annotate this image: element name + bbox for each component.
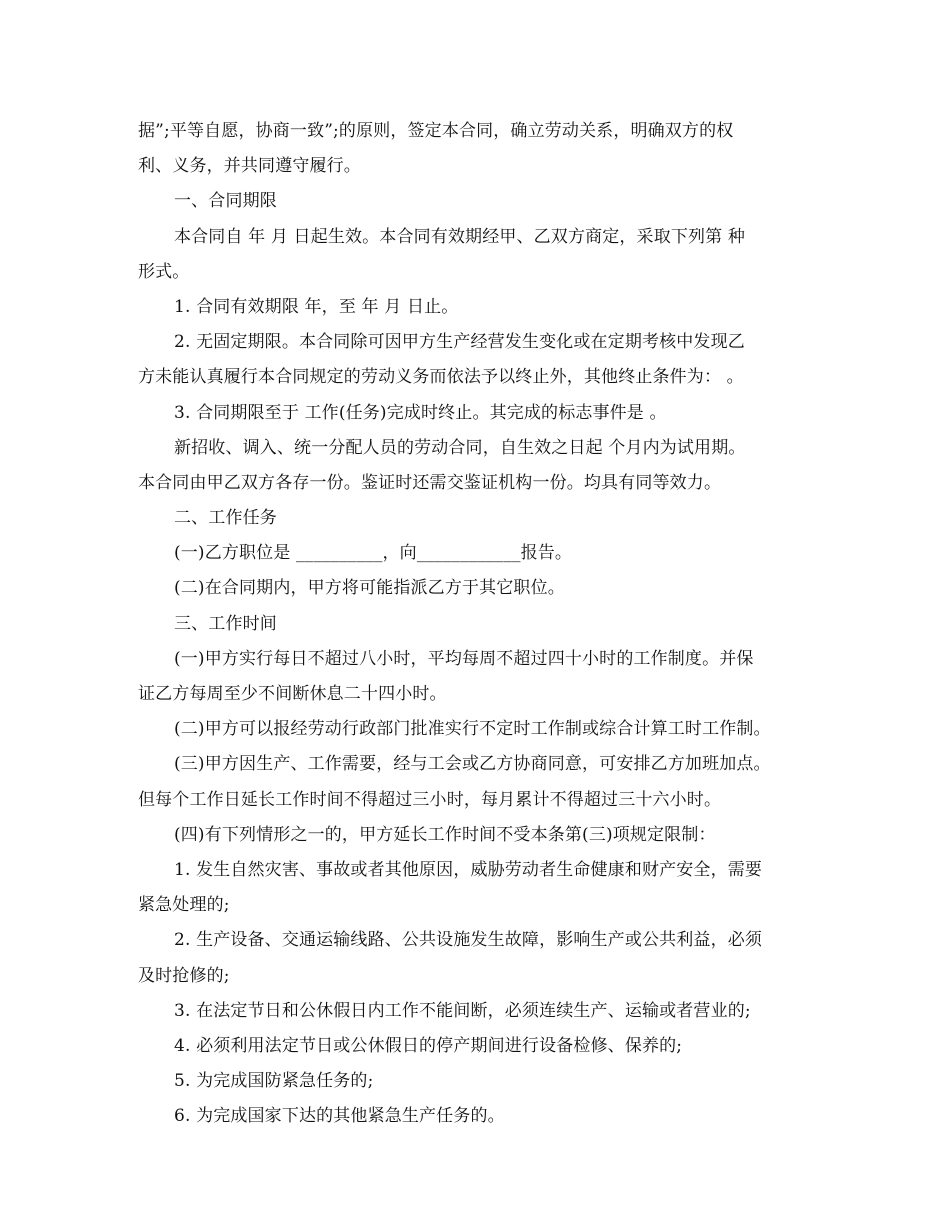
text-line: (一)乙方职位是 __________，向____________报告。 — [174, 543, 573, 564]
text-line: 二、工作任务 — [174, 508, 277, 529]
text-line: 2. 无固定期限。本合同除可因甲方生产经营发生变化或在定期考核中发现乙 — [174, 332, 745, 353]
text-line: 6. 为完成国家下达的其他紧急生产任务的。 — [174, 1106, 505, 1127]
text-line: (四)有下列情形之一的，甲方延长工作时间不受本条第(三)项规定限制： — [174, 824, 716, 845]
document-page — [138, 114, 818, 1134]
text-line: 本合同自 年 月 日起生效。本合同有效期经甲、乙双方商定，采取下列第 种 — [174, 226, 746, 247]
text-line: 但每个工作日延长工作时间不得超过三小时，每月累计不得超过三十六小时。 — [138, 789, 722, 810]
text-line: 1. 合同有效期限 年，至 年 月 日止。 — [174, 296, 459, 317]
text-line: 据”;平等自愿，协商一致”;的原则，签定本合同，确立劳动关系，明确双方的权 — [138, 121, 734, 141]
text-line: 2. 生产设备、交通运输线路、公共设施发生故障，影响生产或公共利益，必须 — [174, 930, 763, 951]
text-line: 本合同由甲乙双方各存一份。鉴证时还需交鉴证机构一份。均具有同等效力。 — [138, 472, 722, 493]
text-line: 新招收、调入、统一分配人员的劳动合同，自生效之日起 个月内为试用期。 — [174, 437, 746, 458]
text-line: 一、合同期限 — [174, 191, 277, 212]
text-line: 3. 合同期限至于 工作(任务)完成时终止。其完成的标志事件是 。 — [174, 402, 667, 423]
text-line: 紧急处理的; — [138, 895, 230, 916]
text-line: 三、工作时间 — [174, 613, 277, 634]
text-line: 及时抢修的; — [138, 965, 230, 986]
text-line: (二)甲方可以报经劳动行政部门批准实行不定时工作制或综合计算工时工作制。 — [174, 719, 771, 740]
text-line: 1. 发生自然灾害、事故或者其他原因，威胁劳动者生命健康和财产安全，需要 — [174, 859, 763, 880]
text-line: 方未能认真履行本合同规定的劳动义务而依法予以终止外，其他终止条件为： 。 — [138, 367, 744, 388]
text-line: 3. 在法定节日和公休假日内工作不能间断，必须连续生产、运输或者营业的; — [174, 1000, 751, 1021]
text-line: 4. 必须利用法定节日或公休假日的停产期间进行设备检修、保养的; — [174, 1035, 683, 1056]
text-line: 证乙方每周至少不间断休息二十四小时。 — [138, 684, 447, 704]
text-line: (一)甲方实行每日不超过八小时，平均每周不超过四十小时的工作制度。并保 — [174, 648, 754, 669]
text-line: 利、义务，并共同遵守履行。 — [138, 156, 361, 177]
text-line: (二)在合同期内，甲方将可能指派乙方于其它职位。 — [174, 578, 565, 599]
text-line: 5. 为完成国防紧急任务的; — [174, 1071, 374, 1092]
text-line: 形式。 — [138, 261, 190, 282]
text-line: (三)甲方因生产、工作需要，经与工会或乙方协商同意，可安排乙方加班加点。 — [174, 754, 771, 775]
